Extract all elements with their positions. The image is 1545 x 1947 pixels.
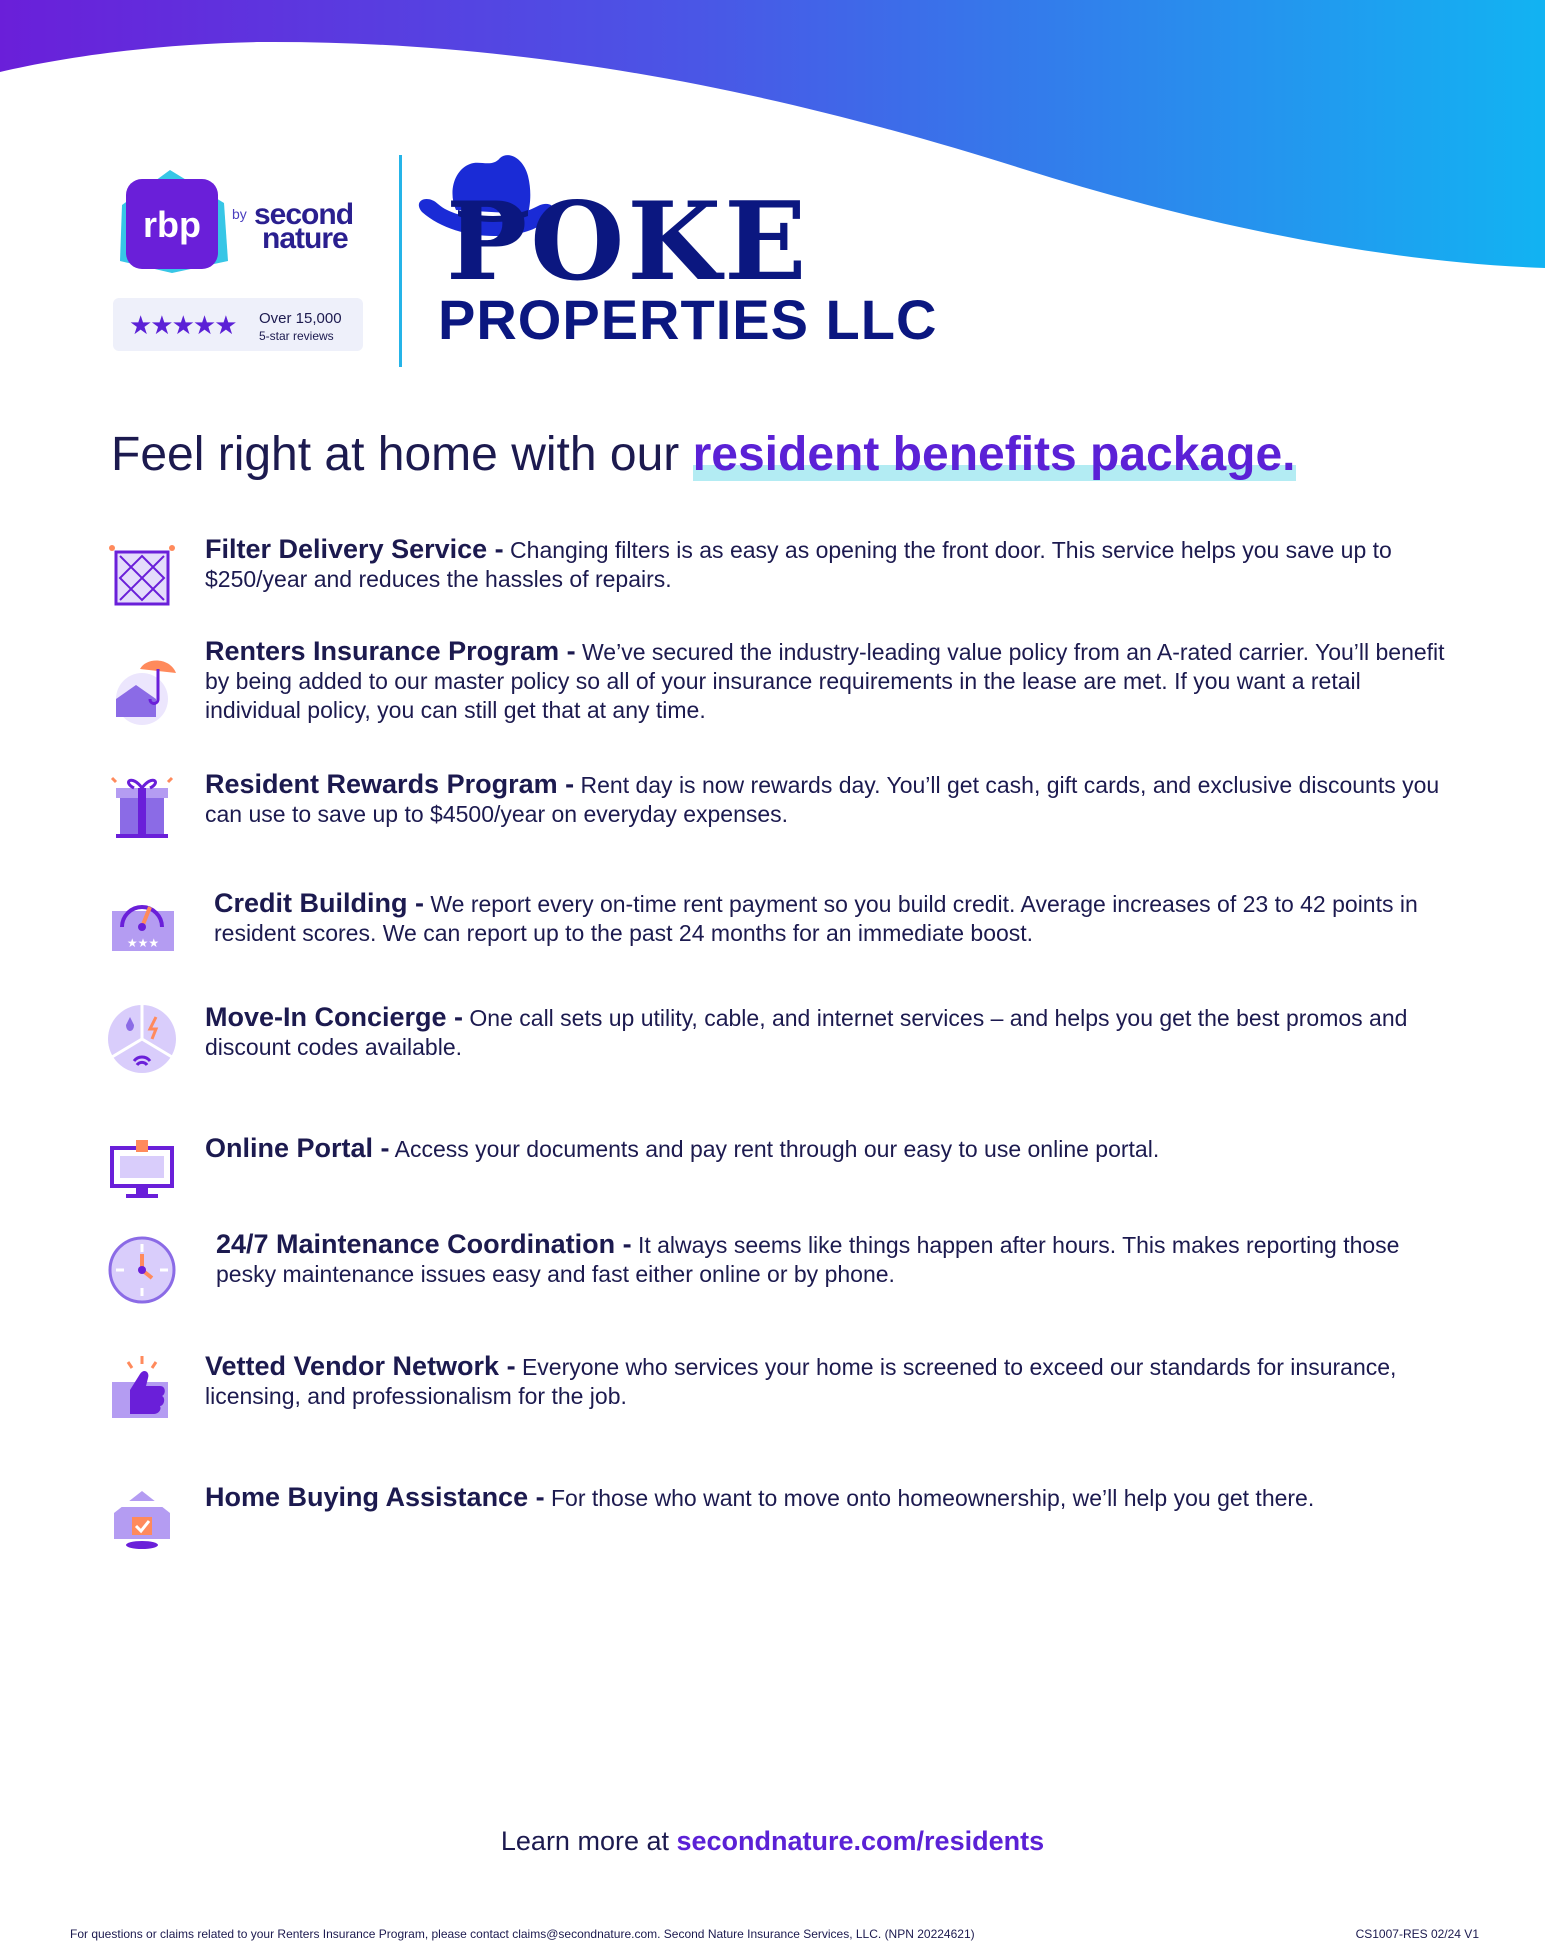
benefit-title: Vetted Vendor Network - [205, 1351, 516, 1381]
clock-icon [106, 1234, 178, 1306]
benefit-text [205, 1352, 1445, 1411]
thumbs-up-icon [106, 1352, 178, 1424]
benefit-description: Access your documents and pay rent through our easy to use online portal. [389, 1136, 1160, 1162]
benefit-title: Home Buying Assistance - [205, 1482, 545, 1512]
benefit-title: 24/7 Maintenance Coordination - [216, 1229, 632, 1259]
utilities-icon [106, 1003, 178, 1075]
credit-gauge-icon [106, 889, 178, 961]
headline-accent: resident benefits package. [692, 428, 1296, 481]
benefit-text [205, 1134, 1445, 1164]
benefit-description: Changing filters is as easy as opening the front door. This service helps you save up to $250/year and reduces the hassles of repairs. [205, 537, 1392, 592]
benefit-description: One call sets up utility, cable, and internet services – and helps you get the best promos and discount codes available. [205, 1005, 1408, 1060]
benefit-text [205, 1003, 1445, 1062]
benefit-description: For those who want to move onto homeownership, we’ll help you get there. [544, 1485, 1315, 1511]
benefit-description: It always seems like things happen after hours. This makes reporting those pesky maintenance issues easy and fast either online or by phone. [216, 1232, 1400, 1287]
umbrella-house-icon [106, 655, 178, 727]
benefit-description: We’ve secured the industry-leading value policy from an A-rated carrier. You’ll benefit by being added to our master policy so all of your insurance requirements in the lease are met. If you want a retail individual policy, you can still get that at any time. [205, 639, 1445, 723]
rbp-logo [112, 165, 234, 275]
footer-disclaimer: For questions or claims related to your Renters Insurance Program, please contact claims@secondnature.com. Second Nature Insurance Services, LLC. (NPN 20224621) [70, 1927, 975, 1941]
benefit-text [205, 535, 1445, 594]
company-subtitle: PROPERTIES LLC [438, 288, 938, 351]
benefit-title: Move-In Concierge - [205, 1002, 464, 1032]
document-code: CS1007-RES 02/24 V1 [1355, 1927, 1479, 1941]
gift-icon [106, 770, 178, 842]
benefit-title: Online Portal - [205, 1133, 390, 1163]
headline [111, 425, 1296, 485]
benefit-title: Credit Building - [214, 888, 424, 918]
benefit-text [205, 637, 1445, 725]
benefit-text [216, 1230, 1456, 1289]
five-star-icon: ★★★★★ [129, 310, 236, 340]
reviews-badge [113, 298, 363, 351]
company-name: POKE [446, 179, 810, 305]
rbp-byline [232, 200, 372, 260]
benefit-title: Filter Delivery Service - [205, 534, 504, 564]
benefit-title: Renters Insurance Program - [205, 636, 576, 666]
home-check-icon [106, 1483, 178, 1555]
reviews-caption: 5-star reviews [259, 329, 334, 343]
benefit-description: Rent day is now rewards day. You’ll get cash, gift cards, and exclusive discounts you can use to save up to $4500/year on everyday expenses. [205, 772, 1440, 827]
rbp-by: by [232, 206, 247, 222]
benefit-text [205, 1483, 1445, 1513]
headline-lead: Feel right at home with our [111, 428, 693, 481]
benefit-description: We report every on-time rent payment so you build credit. Average increases of 23 to 42 points in resident scores. We can report up to the past 24 months for an immediate boost. [214, 891, 1418, 946]
learn-more-prefix: Learn more at [500, 1826, 677, 1856]
rbp-nature: nature [262, 222, 348, 255]
learn-more-link[interactable]: secondnature.com/residents [676, 1826, 1045, 1856]
learn-more [0, 1826, 1545, 1857]
filter-icon [106, 540, 178, 612]
logo-divider [399, 155, 402, 367]
reviews-count: Over 15,000 [259, 310, 342, 327]
monitor-icon [106, 1134, 178, 1206]
benefit-text [214, 889, 1454, 948]
rbp-second: second [254, 198, 354, 231]
rbp-mark: rbp [143, 204, 201, 245]
svg-text:★★★: ★★★ [126, 936, 160, 950]
benefit-text [205, 770, 1445, 829]
benefit-description: Everyone who services your home is screened to exceed our standards for insurance, licensing, and professionalism for the job. [205, 1354, 1397, 1409]
benefit-title: Resident Rewards Program - [205, 769, 575, 799]
